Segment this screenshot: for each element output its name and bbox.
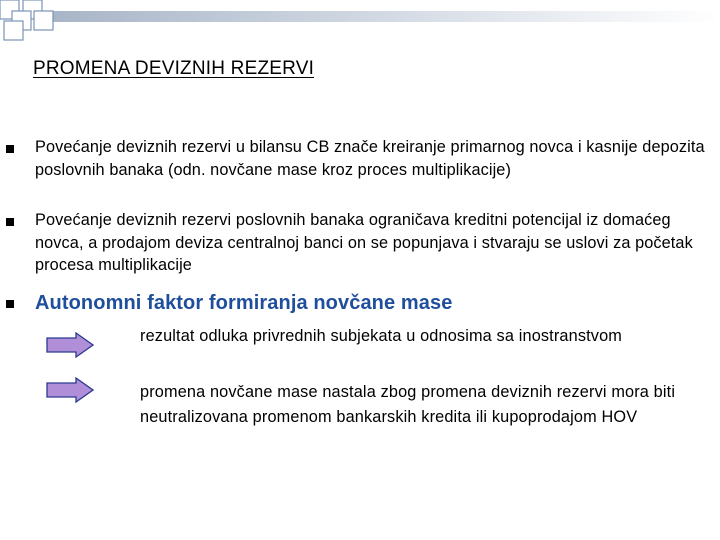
square-bullet-icon	[6, 145, 14, 153]
deco-square	[34, 11, 53, 30]
header-gradient-band	[50, 11, 720, 22]
deco-square	[4, 21, 23, 40]
arrow-item-text-1: rezultat odluka privrednih subjekata u odnosima sa inostranstvom	[140, 327, 623, 345]
section-heading: Autonomni faktor formiranja novčane mase	[35, 292, 453, 314]
slide-title: PROMENA DEVIZNIH REZERVI	[33, 58, 315, 79]
header-decoration	[0, 0, 720, 44]
right-arrow-icon	[46, 377, 94, 403]
square-bullet-icon	[6, 300, 14, 308]
square-bullet-icon	[6, 218, 14, 226]
bullet-text-1: Povećanje deviznih rezervi u bilansu CB znače kreiranje primarnog novca i kasnije depozita poslovnih banaka (odn. novčane mase kroz proces multiplikacije)	[35, 138, 705, 179]
bullet-text-2: Povećanje deviznih rezervi poslovnih banaka ograničava kreditni potencijal iz domaćeg novca, a prodajom deviza centralnoj banci on se popunjava i stvaraju se uslovi za početak procesa multiplikacije	[35, 211, 693, 274]
right-arrow-icon	[46, 332, 94, 358]
arrow-item-text-2: promena novčane mase nastala zbog promena deviznih rezervi mora biti neutralizovana promenom bankarskih kredita ili kupoprodajom HOV	[140, 383, 676, 426]
